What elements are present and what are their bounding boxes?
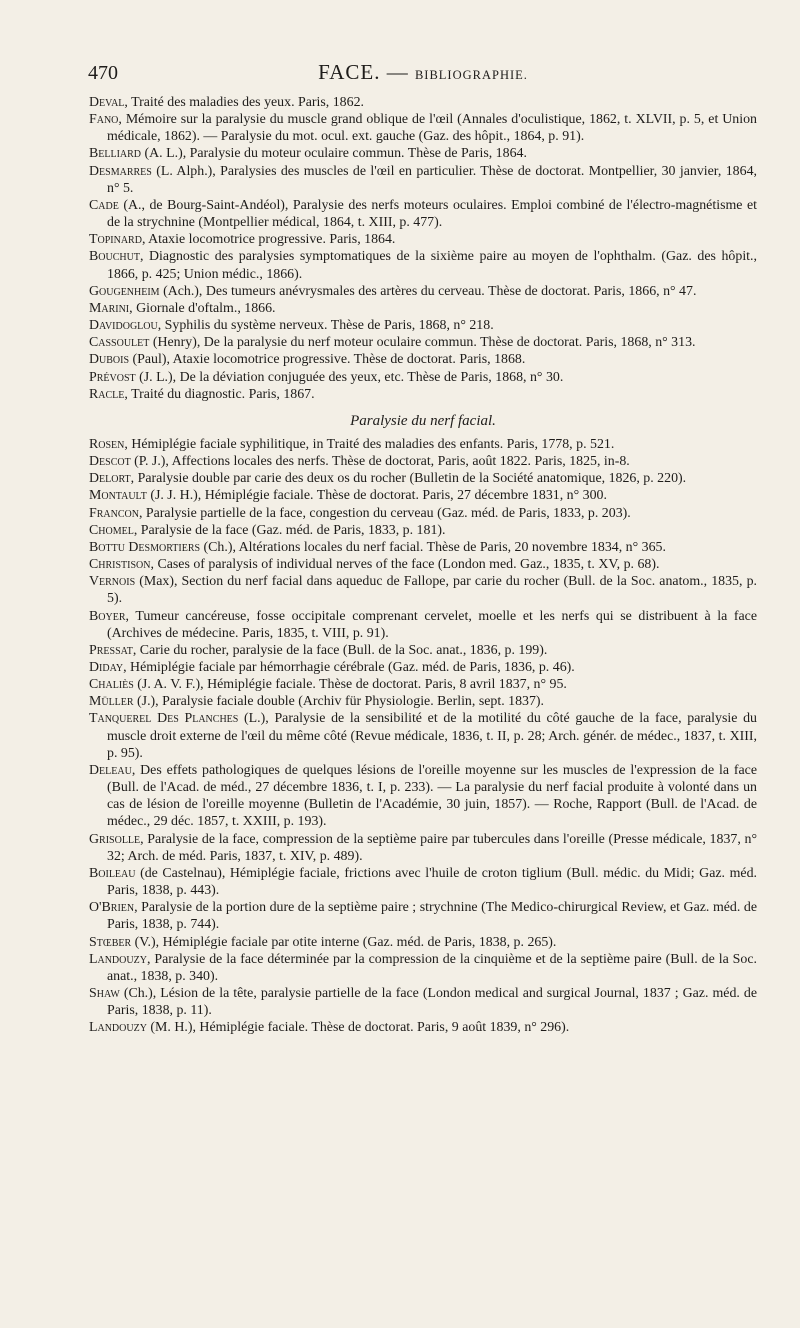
entry-author: Desmarres (89, 163, 152, 179)
bibliography-entry (89, 865, 757, 899)
entry-author: Boileau (89, 865, 136, 881)
bibliography-entry (89, 522, 757, 539)
entry-author: Montault (89, 488, 147, 504)
entry-author: Boyer (89, 608, 126, 624)
entry-author: Descot (89, 454, 131, 470)
bibliography-entry (89, 283, 757, 300)
entry-text: (J. J. H.), Hémiplégie faciale. Thèse de doctorat. Paris, 27 décembre 1831, n° 300. (146, 488, 607, 504)
page-header (88, 60, 758, 90)
entry-text: , Tumeur cancéreuse, fosse occipitale comprenant cervelet, moelle et les nerfs qui se distribuent à la face (Archives de médecine. Paris, 1835, t. VIII, p. 91). (107, 608, 757, 641)
bibliography-entry (89, 1019, 757, 1036)
entry-text: , Traité des maladies des yeux. Paris, 1862. (124, 95, 364, 110)
entry-author: Fano (89, 112, 119, 128)
bibliography-entry (89, 111, 757, 145)
entry-author: Pressat (89, 642, 133, 658)
entry-author: Dubois (89, 352, 130, 368)
entry-author: Davidoglou (89, 318, 158, 334)
entry-author: Belliard (89, 146, 142, 162)
entry-text: (M. H.), Hémiplégie faciale. Thèse de doctorat. Paris, 9 août 1839, n° 296). (146, 1020, 570, 1036)
entry-text: , Paralysie de la face déterminée par la compression de la cinquième et de la septième paire (Bull. de la Soc. anat., 1838, p. 340). (107, 951, 757, 984)
bibliography-entry (89, 693, 757, 710)
entry-text: , Mémoire sur la paralysie du muscle grand oblique de l'œil (Annales d'oculistique, 1862, t. XLVII, p. 5, et Union médicale, 1862). — Paralysie du mot. ocul. ext. gauche (Gaz. des hôpit., 1864, p. 91). (107, 112, 757, 145)
bibliography-entry (89, 573, 757, 607)
bibliography-entry (89, 831, 757, 865)
bibliography-entry (89, 470, 757, 487)
entry-text: (L. Alph.), Paralysies des muscles de l'œil en particulier. Thèse de doctorat. Montpellier, 30 janvier, 1864, n° 5. (107, 163, 757, 196)
entry-author: Chaliès (89, 677, 134, 693)
entry-text: , Giornale d'oftalm., 1866. (129, 300, 276, 316)
bibliography-entry (89, 386, 757, 403)
entry-author: Prévost (89, 369, 136, 385)
entry-author: Diday (89, 660, 124, 675)
entry-text: , Hémiplégie faciale par hémorrhagie cérébrale (Gaz. méd. de Paris, 1836, p. 46). (123, 660, 575, 675)
bibliography-entry (89, 94, 757, 111)
entry-text: , Diagnostic des paralysies symptomatiques de la sixième paire au moyen de l'ophthalm. (Gaz. des hôpit., 1866, p. 425; Union médic., 1866). (107, 249, 757, 282)
entry-author: Tanquerel Des Planches (89, 711, 239, 727)
entry-text: , Paralysie double par carie des deux os du rocher (Bulletin de la Société anatomique, 1826, p. 220). (130, 471, 687, 487)
bibliography-entry (89, 762, 757, 831)
bibliography-list (89, 94, 757, 1036)
entry-author: Grisolle (89, 831, 141, 847)
bibliography-entry (89, 436, 757, 453)
bibliography-entry (89, 951, 757, 985)
entry-author: Gougenheim (89, 283, 160, 299)
entry-author: Christison (89, 557, 151, 573)
entry-author: Topinard (89, 232, 142, 248)
entry-text: (J.), Paralysie faciale double (Archiv für Physiologie. Berlin, sept. 1837). (133, 694, 545, 710)
page-number: 470 (88, 62, 118, 84)
entry-text: (J. L.), De la déviation conjuguée des yeux, etc. Thèse de Paris, 1868, n° 30. (135, 369, 564, 385)
entry-author: Stœber (89, 934, 132, 950)
entry-author: O'Brien (89, 900, 135, 916)
entry-text: (P. J.), Affections locales des nerfs. Thèse de doctorat, Paris, août 1822. Paris, 1825, in-8. (130, 454, 630, 470)
entry-text: , Paralysie de la face (Gaz. méd. de Paris, 1833, p. 181). (133, 522, 446, 538)
entry-author: Chomel (89, 522, 134, 538)
running-head-title: FACE. (318, 60, 381, 84)
entry-author: Deleau (89, 762, 132, 778)
bibliography-entry (89, 556, 757, 573)
entry-author: Bouchut (89, 249, 140, 265)
entry-text: (Ch.), Altérations locales du nerf facial. Thèse de Paris, 20 novembre 1834, n° 365. (200, 539, 666, 555)
entry-author: Cade (89, 197, 119, 213)
bibliography-entry (89, 505, 757, 522)
bibliography-entry (89, 539, 757, 556)
entry-text: (A., de Bourg-Saint-Andéol), Paralysie des nerfs moteurs oculaires. Emploi combiné de l'électro-magnétisme et de la strychnine (Montpellier médical, 1864, t. XIII, p. 477). (107, 197, 757, 231)
section-title: Paralysie du nerf facial. (350, 412, 496, 429)
entry-text: , Cases of paralysis of individual nerves of the face (London med. Gaz., 1835, t. XV, p. 68). (150, 557, 660, 573)
bibliography-entry (89, 300, 757, 317)
bibliography-entry (89, 248, 757, 282)
entry-author: Racle (89, 386, 125, 402)
bibliography-entry (89, 369, 757, 386)
bibliography-entry (89, 317, 757, 334)
entry-author: Shaw (89, 985, 120, 1001)
entry-text: , Syphilis du système nerveux. Thèse de Paris, 1868, n° 218. (157, 318, 494, 334)
entry-text: (Ch.), Lésion de la tête, paralysie partielle de la face (London medical and surgical Journal, 1837 ; Gaz. méd. de Paris, 1838, p. 11). (107, 985, 757, 1019)
entry-text: , Paralysie de la face, compression de la septième paire par tubercules dans l'oreille (Presse médicale, 1837, n° 32; Arch. de méd. Paris, 1837, t. XIV, p. 489). (107, 831, 757, 864)
running-head-subtitle: BIBLIOGRAPHIE. (414, 68, 528, 82)
entry-text: , Des effets pathologiques de quelques lésions de l'oreille moyenne sur les muscles de l'expression de la face (Bull. de l'Acad. de méd., 27 décembre 1836, t. I, p. 233). — La paralysie du nerf facial produite à volonté dans un cas de lésion de l'oreille moyenne (Bulletin de l'Académie, 30 juin, 1857). — Roche, Rapport (Bull. de l'Acad. de médec., 29 déc. 1857, t. XXIII, p. 193). (107, 762, 757, 830)
bibliography-entry (89, 197, 757, 231)
bibliography-part-ocular (89, 94, 757, 403)
entry-text: , Traité du diagnostic. Paris, 1867. (124, 386, 315, 402)
entry-text: (Henry), De la paralysie du nerf moteur oculaire commun. Thèse de doctorat. Paris, 1868, n° 313. (149, 335, 696, 351)
entry-author: Bottu Desmortiers (89, 539, 201, 555)
entry-text: (Paul), Ataxie locomotrice progressive. Thèse de doctorat. Paris, 1868. (129, 352, 526, 368)
entry-author: Müller (89, 694, 134, 710)
bibliography-entry (89, 334, 757, 351)
bibliography-entry (89, 453, 757, 470)
bibliography-entry (89, 985, 757, 1019)
bibliography-entry (89, 676, 757, 693)
entry-author: Francon (89, 505, 139, 521)
bibliography-entry (89, 642, 757, 659)
entry-author: Deval (89, 95, 125, 110)
entry-text: , Ataxie locomotrice progressive. Paris, 1864. (141, 232, 396, 248)
entry-text: , Paralysie de la portion dure de la septième paire ; strychnine (The Medico-chirurgical Review, et Gaz. méd. de Paris, 1838, p. 744). (107, 900, 757, 933)
entry-text: (Max), Section du nerf facial dans aqueduc de Fallope, par carie du rocher (Bull. de la Soc. anatom., 1835, p. 5). (107, 574, 757, 607)
bibliography-entry (89, 659, 757, 676)
bibliography-entry (89, 934, 757, 951)
entry-author: Landouzy (89, 951, 147, 967)
bibliography-entry (89, 608, 757, 642)
entry-author: Delort (89, 471, 131, 487)
entry-text: (A. L.), Paralysie du moteur oculaire commun. Thèse de Paris, 1864. (141, 146, 527, 162)
entry-text: (V.), Hémiplégie faciale par otite interne (Gaz. méd. de Paris, 1838, p. 265). (131, 934, 557, 950)
entry-text: , Paralysie partielle de la face, congestion du cerveau (Gaz. méd. de Paris, 1833, p. 203). (138, 505, 631, 521)
entry-text: , Carie du rocher, paralysie de la face (Bull. de la Soc. anat., 1836, p. 199). (132, 642, 548, 658)
bibliography-entry (89, 710, 757, 761)
running-head-dash: — (386, 60, 409, 84)
bibliography-entry (89, 231, 757, 248)
entry-text: (de Castelnau), Hémiplégie faciale, frictions avec l'huile de croton tiglium (Bull. médic. du Midi; Gaz. méd. Paris, 1838, p. 443). (107, 865, 757, 899)
entry-text: , Hémiplégie faciale syphilitique, in Traité des maladies des enfants. Paris, 1778, p. 521. (124, 436, 615, 452)
entry-text: (J. A. V. F.), Hémiplégie faciale. Thèse de doctorat. Paris, 8 avril 1837, n° 95. (133, 677, 567, 693)
bibliography-entry (89, 351, 757, 368)
entry-author: Marini (89, 300, 130, 316)
bibliography-entry (89, 487, 757, 504)
bibliography-entry (89, 899, 757, 933)
bibliography-entry (89, 163, 757, 197)
entry-author: Rosen (89, 436, 125, 452)
bibliography-entry (89, 145, 757, 162)
entry-author: Vernois (89, 574, 136, 590)
bibliography-part-facial (89, 436, 757, 1036)
entry-author: Landouzy (89, 1020, 147, 1036)
entry-text: (L.), Paralysie de la sensibilité et de la motilité du côté gauche de la face, paralysie du muscle droit externe de l'œil du même côté (Revue médicale, 1836, t. II, p. 28; Arch. génér. de médec., 1837, t. XIII, p. 95). (107, 711, 757, 761)
running-head (88, 60, 758, 85)
entry-author: Cassoulet (89, 335, 150, 351)
entry-text: (Ach.), Des tumeurs anévrysmales des artères du cerveau. Thèse de doctorat. Paris, 1866, n° 47. (159, 283, 697, 299)
